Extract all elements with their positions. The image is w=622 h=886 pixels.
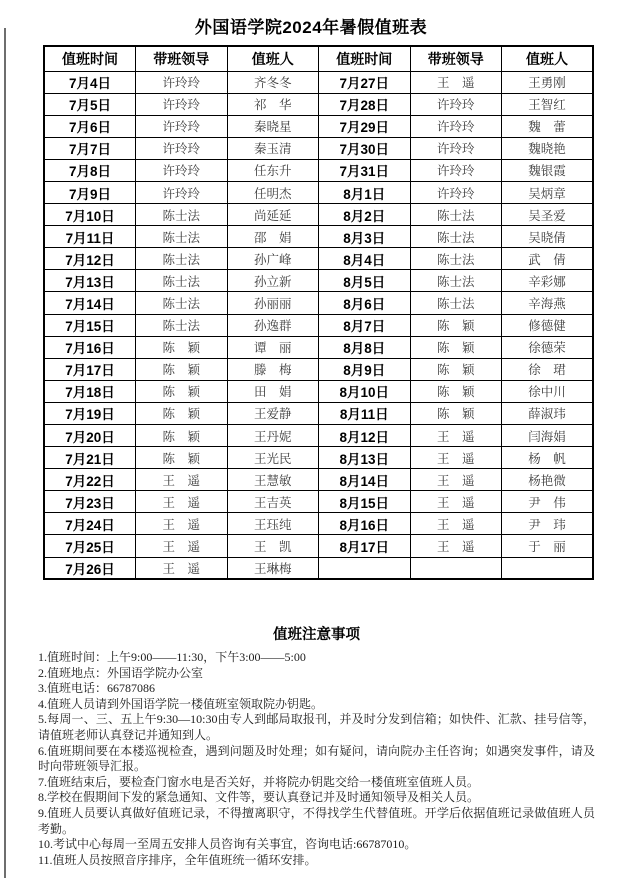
person-cell: 徐中川 (502, 380, 594, 402)
person-cell: 王吉英 (227, 491, 319, 513)
leader-cell: 陈 颖 (136, 358, 228, 380)
leader-cell: 陈士法 (410, 226, 502, 248)
person-cell: 吴圣爱 (502, 204, 594, 226)
leader-cell: 许玲玲 (410, 93, 502, 115)
person-cell: 魏晓艳 (502, 137, 594, 159)
duty-date-cell: 7月26日 (44, 557, 136, 579)
duty-date-cell: 7月30日 (319, 137, 411, 159)
leader-cell: 许玲玲 (410, 115, 502, 137)
table-row (44, 358, 593, 380)
leader-cell: 陈 颖 (136, 402, 228, 424)
person-cell: 辛彩娜 (502, 270, 594, 292)
leader-cell: 许玲玲 (136, 115, 228, 137)
duty-date-cell: 7月6日 (44, 115, 136, 137)
person-cell: 王光民 (227, 447, 319, 469)
duty-date-cell: 7月14日 (44, 292, 136, 314)
table-row (44, 491, 593, 513)
leader-cell: 陈 颖 (410, 380, 502, 402)
person-cell: 邵 娟 (227, 226, 319, 248)
note-item: 10.考试中心每周一至周五安排人员咨询有关事宜，咨询电话:66787010。 (38, 837, 417, 852)
duty-date-cell: 7月28日 (319, 93, 411, 115)
duty-schedule-table (43, 45, 594, 580)
duty-date-cell: 7月22日 (44, 469, 136, 491)
leader-cell: 陈士法 (410, 270, 502, 292)
leader-cell (410, 557, 502, 579)
table-row (44, 226, 593, 248)
notes-list (38, 650, 595, 868)
column-header-leader-left: 带班领导 (136, 46, 228, 71)
duty-date-cell: 7月9日 (44, 181, 136, 203)
leader-cell: 陈士法 (136, 226, 228, 248)
duty-date-cell: 8月1日 (319, 181, 411, 203)
header-row (44, 46, 593, 71)
duty-date-cell: 7月29日 (319, 115, 411, 137)
duty-date-cell: 7月10日 (44, 204, 136, 226)
duty-date-cell: 8月4日 (319, 248, 411, 270)
table-row (44, 513, 593, 535)
duty-date-cell: 8月6日 (319, 292, 411, 314)
leader-cell: 许玲玲 (136, 71, 228, 93)
person-cell: 谭 丽 (227, 336, 319, 358)
table-row (44, 292, 593, 314)
duty-date-cell: 7月5日 (44, 93, 136, 115)
person-cell: 尹 玮 (502, 513, 594, 535)
person-cell: 孙立新 (227, 270, 319, 292)
table-row (44, 93, 593, 115)
leader-cell: 陈士法 (136, 292, 228, 314)
person-cell: 薛淑玮 (502, 402, 594, 424)
person-cell: 于 丽 (502, 535, 594, 557)
person-cell: 孙广峰 (227, 248, 319, 270)
notes-title: 值班注意事项 (273, 627, 360, 643)
column-header-leader-right: 带班领导 (410, 46, 502, 71)
table-row (44, 159, 593, 181)
leader-cell: 陈 颖 (410, 314, 502, 336)
note-item: 3.值班电话：66787086 (38, 681, 156, 696)
duty-date-cell: 7月8日 (44, 159, 136, 181)
person-cell: 杨 帆 (502, 447, 594, 469)
table-row (44, 181, 593, 203)
leader-cell: 陈 颖 (136, 336, 228, 358)
leader-cell: 王 遥 (410, 425, 502, 447)
duty-date-cell: 7月11日 (44, 226, 136, 248)
duty-date-cell: 7月18日 (44, 380, 136, 402)
person-cell: 徐 珺 (502, 358, 594, 380)
person-cell: 王智红 (502, 93, 594, 115)
leader-cell: 许玲玲 (136, 137, 228, 159)
table-row (44, 115, 593, 137)
leader-cell: 王 遥 (410, 469, 502, 491)
table-row (44, 425, 593, 447)
table-row (44, 137, 593, 159)
leader-cell: 许玲玲 (410, 137, 502, 159)
table-row (44, 447, 593, 469)
person-cell: 田 娟 (227, 380, 319, 402)
page-title: 外国语学院2024年暑假值班表 (194, 18, 428, 37)
duty-date-cell: 8月5日 (319, 270, 411, 292)
duty-table-body (44, 71, 593, 579)
leader-cell: 陈 颖 (136, 447, 228, 469)
person-cell: 滕 梅 (227, 358, 319, 380)
note-item: 4.值班人员请到外国语学院一楼值班室领取院办钥匙。 (38, 696, 324, 711)
person-cell: 魏 蕾 (502, 115, 594, 137)
person-cell: 秦玉清 (227, 137, 319, 159)
leader-cell: 王 遥 (410, 535, 502, 557)
table-row (44, 402, 593, 424)
duty-date-cell: 7月16日 (44, 336, 136, 358)
duty-date-cell: 7月24日 (44, 513, 136, 535)
duty-date-cell: 8月17日 (319, 535, 411, 557)
leader-cell: 陈士法 (410, 292, 502, 314)
leader-cell: 许玲玲 (136, 159, 228, 181)
scan-edge-line (4, 28, 6, 878)
person-cell: 吴炳章 (502, 181, 594, 203)
duty-date-cell: 7月19日 (44, 402, 136, 424)
note-item: 6.值班期间要在本楼巡视检查，遇到问题及时处理；如有疑问，请向院办主任咨询；如遇突发事件，请及时向带班领导汇报。 (38, 743, 595, 774)
duty-date-cell: 8月11日 (319, 402, 411, 424)
leader-cell: 王 遥 (136, 491, 228, 513)
note-item: 7.值班结束后，要检查门窗水电是否关好，并将院办钥匙交给一楼值班室值班人员。 (38, 774, 480, 789)
person-cell: 王爱静 (227, 402, 319, 424)
duty-date-cell: 7月13日 (44, 270, 136, 292)
duty-date-cell: 8月8日 (319, 336, 411, 358)
duty-date-cell: 8月2日 (319, 204, 411, 226)
person-cell: 秦晓星 (227, 115, 319, 137)
leader-cell: 陈士法 (136, 314, 228, 336)
leader-cell: 陈士法 (410, 204, 502, 226)
leader-cell: 陈士法 (136, 248, 228, 270)
duty-date-cell: 8月13日 (319, 447, 411, 469)
duty-date-cell: 8月12日 (319, 425, 411, 447)
leader-cell: 王 遥 (136, 469, 228, 491)
note-item: 8.学校在假期间下发的紧急通知、文件等，要认真登记并及时通知领导及相关人员。 (38, 790, 480, 805)
table-row (44, 270, 593, 292)
leader-cell: 陈 颖 (136, 380, 228, 402)
leader-cell: 王 遥 (410, 447, 502, 469)
person-cell: 孙逸群 (227, 314, 319, 336)
person-cell: 王慧敏 (227, 469, 319, 491)
person-cell: 王 凯 (227, 535, 319, 557)
person-cell: 祁 华 (227, 93, 319, 115)
duty-date-cell: 8月16日 (319, 513, 411, 535)
person-cell: 尚延延 (227, 204, 319, 226)
person-cell: 王勇刚 (502, 71, 594, 93)
person-cell: 王丹妮 (227, 425, 319, 447)
table-row (44, 314, 593, 336)
leader-cell: 陈 颖 (410, 358, 502, 380)
person-cell: 孙丽丽 (227, 292, 319, 314)
leader-cell: 王 遥 (136, 513, 228, 535)
person-cell: 魏银霞 (502, 159, 594, 181)
duty-date-cell (319, 557, 411, 579)
duty-date-cell: 8月9日 (319, 358, 411, 380)
duty-date-cell: 7月27日 (319, 71, 411, 93)
table-row (44, 469, 593, 491)
note-item: 2.值班地点：外国语学院办公室 (38, 665, 204, 680)
duty-date-cell: 7月23日 (44, 491, 136, 513)
duty-date-cell: 8月15日 (319, 491, 411, 513)
leader-cell: 许玲玲 (410, 181, 502, 203)
leader-cell: 王 遥 (410, 71, 502, 93)
leader-cell: 许玲玲 (136, 181, 228, 203)
person-cell: 吴晓倩 (502, 226, 594, 248)
duty-date-cell: 7月15日 (44, 314, 136, 336)
leader-cell: 陈 颖 (136, 425, 228, 447)
person-cell: 杨艳微 (502, 469, 594, 491)
note-item: 5.每周一、三、五上午9:30—10:30由专人到邮局取报刊，并及时分发到信箱；如快件、汇款、挂号信等，请值班老师认真登记并通知到人。 (38, 712, 595, 742)
note-item: 1.值班时间：上午9:00——11:30，下午3:00——5:00 (38, 650, 306, 664)
duty-date-cell: 8月7日 (319, 314, 411, 336)
person-cell: 辛海燕 (502, 292, 594, 314)
person-cell: 尹 伟 (502, 491, 594, 513)
leader-cell: 陈 颖 (410, 402, 502, 424)
duty-date-cell: 7月4日 (44, 71, 136, 93)
notes-section (38, 623, 595, 868)
leader-cell: 王 遥 (410, 513, 502, 535)
table-row (44, 71, 593, 93)
column-header-duty-time-right: 值班时间 (319, 46, 411, 71)
table-row (44, 380, 593, 402)
leader-cell: 陈 颖 (410, 336, 502, 358)
person-cell: 王琳梅 (227, 557, 319, 579)
duty-date-cell: 8月3日 (319, 226, 411, 248)
person-cell: 武 倩 (502, 248, 594, 270)
person-cell: 任东升 (227, 159, 319, 181)
duty-date-cell: 7月21日 (44, 447, 136, 469)
note-item: 11.值班人员按照音序排序，全年值班统一循环安排。 (38, 852, 317, 867)
duty-date-cell: 7月31日 (319, 159, 411, 181)
leader-cell: 许玲玲 (136, 93, 228, 115)
leader-cell: 王 遥 (410, 491, 502, 513)
leader-cell: 陈士法 (136, 204, 228, 226)
person-cell: 闫海娟 (502, 425, 594, 447)
person-cell: 齐冬冬 (227, 71, 319, 93)
duty-date-cell: 7月20日 (44, 425, 136, 447)
duty-date-cell: 8月14日 (319, 469, 411, 491)
leader-cell: 王 遥 (136, 535, 228, 557)
person-cell: 修德健 (502, 314, 594, 336)
table-row (44, 248, 593, 270)
leader-cell: 许玲玲 (410, 159, 502, 181)
duty-date-cell: 7月25日 (44, 535, 136, 557)
duty-date-cell: 7月7日 (44, 137, 136, 159)
leader-cell: 陈士法 (410, 248, 502, 270)
leader-cell: 陈士法 (136, 270, 228, 292)
leader-cell: 王 遥 (136, 557, 228, 579)
note-item: 9.值班人员要认真做好值班记录，不得擅离职守，不得找学生代替值班。开学后依据值班记录做值班人员考勤。 (38, 805, 595, 836)
person-cell: 任明杰 (227, 181, 319, 203)
person-cell: 徐德荣 (502, 336, 594, 358)
duty-table-header (44, 46, 593, 71)
table-row (44, 204, 593, 226)
column-header-duty-time-left: 值班时间 (44, 46, 136, 71)
column-header-person-right: 值班人 (502, 46, 594, 71)
duty-date-cell: 7月17日 (44, 358, 136, 380)
table-row (44, 336, 593, 358)
person-cell (502, 557, 594, 579)
person-cell: 王珏纯 (227, 513, 319, 535)
duty-date-cell: 7月12日 (44, 248, 136, 270)
column-header-person-left: 值班人 (227, 46, 319, 71)
duty-date-cell: 8月10日 (319, 380, 411, 402)
table-row (44, 535, 593, 557)
table-row (44, 557, 593, 579)
